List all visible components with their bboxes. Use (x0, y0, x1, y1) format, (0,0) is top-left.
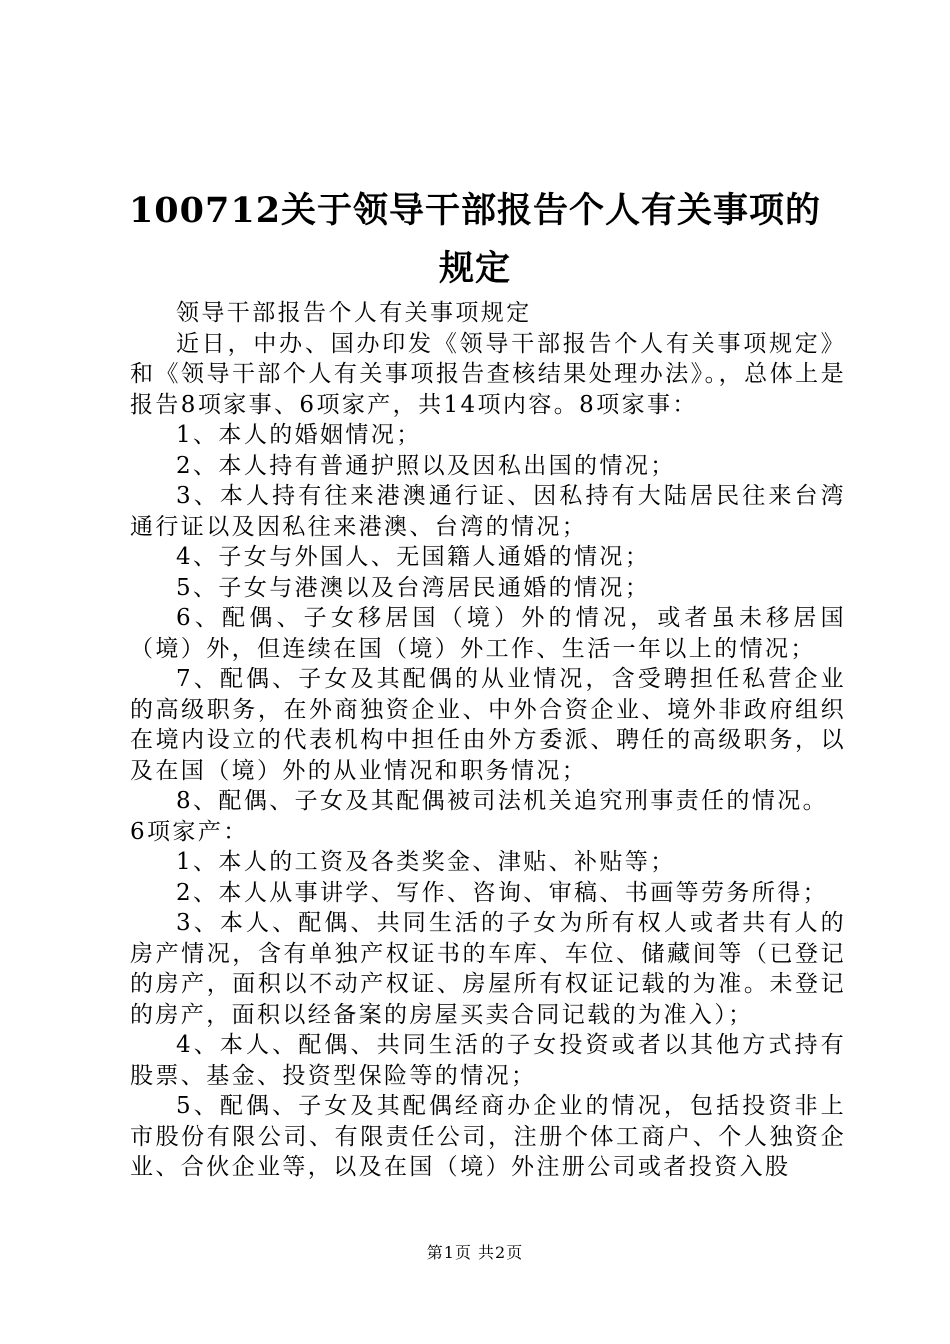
paragraph-family-1: 1、本人的婚姻情况； (176, 422, 422, 448)
paragraph-family-6: 6、配偶、子女移居国（境）外的情况，或者虽未移居国（境）外，但连续在国（境）外工作、生活一年以上的情况； (130, 605, 846, 662)
paragraph-family-5: 5、子女与港澳以及台湾居民通婚的情况； (176, 574, 651, 601)
paragraph-subtitle: 领导干部报告个人有关事项规定 (176, 300, 532, 326)
paragraph-family-8: 8、配偶、子女及其配偶被司法机关追究刑事责任的情况。 (176, 788, 829, 814)
paragraph-assets-1: 1、本人的工资及各类奖金、津贴、补贴等； (176, 849, 676, 875)
paragraph-assets-2: 2、本人从事讲学、写作、咨询、审稿、书画等劳务所得； (176, 879, 829, 906)
paragraph-family-4: 4、子女与外国人、无国籍人通婚的情况； (176, 544, 651, 570)
paragraph-intro: 近日，中办、国办印发《领导干部报告个人有关事项规定》和《领导干部个人有关事项报告查核结果处理办法》。，总体上是报告8项家事、6项家产，共14项内容。8项家事： (130, 330, 846, 418)
document-title: 100712关于领导干部报告个人有关事项的规定 (128, 190, 822, 289)
paragraph-family-7: 7、配偶、子女及其配偶的从业情况，含受聘担任私营企业的高级职务，在外商独资企业、中外合资企业、境外非政府组织在境内设立的代表机构中担任由外方委派、聘任的高级职务，以及在国（境）外的从业情况和职务情况； (130, 666, 846, 784)
paragraph-assets-5: 5、配偶、子女及其配偶经商办企业的情况，包括投资非上市股份有限公司、有限责任公司，注册个体工商户、个人独资企业、合伙企业等，以及在国（境）外注册公司或者投资入股 (130, 1093, 846, 1180)
paragraph-assets-4: 4、本人、配偶、共同生活的子女投资或者以其他方式持有股票、基金、投资型保险等的情况； (130, 1032, 846, 1089)
paragraph-family-2: 2、本人持有普通护照以及因私出国的情况； (176, 452, 676, 479)
paragraph-assets-3: 3、本人、配偶、共同生活的子女为所有权人或者共有人的房产情况，含有单独产权证书的车库、车位、储藏间等（已登记的房产，面积以不动产权证、房屋所有权证记载的为准。未登记的房产，面积以经备案的房屋买卖合同记载的为准入）； (130, 910, 846, 1028)
paragraph-family-3: 3、本人持有往来港澳通行证、因私持有大陆居民往来台湾通行证以及因私往来港澳、台湾的情况； (130, 483, 846, 540)
document-body (130, 298, 846, 1183)
page-footer: 第1页 共2页 (426, 1243, 524, 1262)
paragraph-assets-heading: 6项家产： (130, 818, 249, 845)
